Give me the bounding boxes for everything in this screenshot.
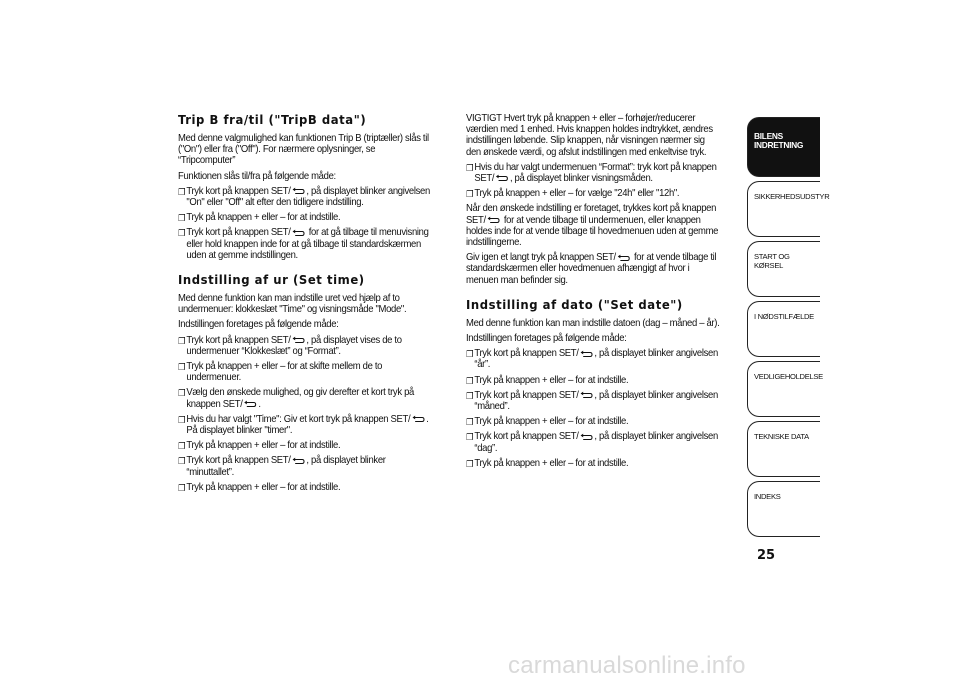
return-arrow-icon [580, 391, 594, 399]
return-arrow-icon [243, 400, 257, 408]
bullet-icon: ❐ [466, 432, 474, 443]
tab-vedligeholdelse[interactable] [747, 361, 823, 417]
bullet-icon: ❐ [178, 335, 186, 346]
list-item [466, 431, 722, 453]
list-item [178, 440, 434, 451]
list-item-text: , på displayet vises de to undermenuer “Klokkeslæt” og “Format”. [186, 334, 402, 357]
list-item [178, 361, 434, 383]
tab-tekniske-data[interactable] [747, 421, 820, 477]
tab-label: START OG KØRSEL [754, 252, 790, 270]
return-arrow-icon [292, 457, 306, 465]
list-item-text: Tryk på knappen + eller – for at skifte mellem de to undermenuer. [186, 361, 383, 384]
bullet-icon: ❐ [178, 482, 186, 493]
list-item-text: Tryk på knappen + eller – for at indstille. [186, 440, 341, 452]
list-item [178, 186, 434, 208]
list-item-text: Tryk kort på knappen SET/ [474, 431, 579, 443]
paragraph [466, 203, 722, 248]
paragraph: Med denne funktion kan man indstille uret ved hjælp af to undermenuer: klokkeslæt "Time" og visningsmåde "Mode". [178, 293, 407, 316]
return-arrow-icon [487, 216, 501, 224]
bullet-icon: ❐ [178, 186, 186, 197]
return-arrow-icon [292, 229, 306, 237]
list-item-text: , på displayet blinker “minuttallet”. [186, 455, 386, 478]
tab-indeks[interactable] [747, 481, 820, 537]
bullet-icon: ❐ [178, 388, 186, 399]
list-item [178, 335, 434, 357]
paragraph-text: for at vende tilbage til undermenuen, eller knappen holdes inde for at vende tilbage til hovedmenuen uden at gemme indstillingerne. [466, 214, 719, 249]
bullet-icon: ❐ [178, 414, 186, 425]
list-item-text: Tryk på knappen + eller – for vælge "24h" eller "12h". [474, 188, 680, 200]
return-arrow-icon [411, 415, 425, 423]
list-item-text: for at gå tilbage til menuvisning eller hold knappen inde for at gå tilbage til standardskærmen uden at gemme indstillingen. [186, 227, 429, 261]
list-item-text: Tryk kort på knappen SET/ [186, 455, 291, 467]
list-item [466, 162, 722, 184]
bullet-icon: ❐ [178, 213, 186, 224]
tab-bilens-indretning[interactable] [747, 117, 820, 177]
list-item [466, 458, 722, 469]
list-item-text: Hvis du har valgt "Time": Giv et kort tryk på knappen SET/ [186, 413, 411, 425]
bullet-icon: ❐ [466, 375, 474, 386]
tab-label: SIKKERHEDSUDSTYR [754, 192, 830, 201]
page-number: 25 [757, 548, 776, 563]
tab-start-og-korsel[interactable] [747, 241, 820, 297]
paragraph-text: Giv igen et langt tryk på knappen SET/ [466, 252, 616, 264]
paragraph: Indstillingen foretages på følgende måde: [178, 319, 339, 331]
list-item [178, 212, 434, 223]
list-item-text: . På displayet blinker "timer". [186, 413, 429, 437]
paragraph: Funktionen slås til/fra på følgende måde: [178, 170, 336, 182]
watermark: carmanualsonline.info [508, 652, 746, 679]
bullet-icon: ❐ [466, 458, 474, 469]
list-item [466, 416, 722, 427]
return-arrow-icon [495, 174, 509, 182]
list-item [178, 414, 434, 436]
paragraph-text: Når den ønskede indstilling er foretaget, trykkes kort på knappen SET/ [466, 203, 717, 226]
return-arrow-icon [617, 254, 631, 262]
return-arrow-icon [580, 433, 594, 441]
bullet-icon: ❐ [466, 162, 474, 173]
paragraph-important: VIGTIGT Hvert tryk på knappen + eller – forhøjer/reducerer værdien med 1 enhed. Hvis knappen holdes indtrykket, ændres indstillingen løbende. Slip knappen, når visningen nærmer sig den ønskede værdi, og afslut indstillingen med enkeltvise tryk. [466, 113, 713, 158]
list-item-text: , på displayet blinker visningsmåden. [509, 173, 653, 185]
paragraph: Med denne funktion kan man indstille datoen (dag – måned – år). [466, 317, 720, 329]
bullet-icon: ❐ [466, 417, 474, 428]
list-item-text: , på displayet blinker angivelsen “måned”. [474, 389, 718, 413]
tab-label: I NØDSTILFÆLDE [754, 312, 814, 321]
list-item [466, 375, 722, 386]
section-heading-tripb: Trip B fra/til ("TripB data") [178, 112, 367, 127]
bullet-icon: ❐ [466, 349, 474, 360]
list-item [178, 387, 434, 409]
list-item [466, 390, 722, 412]
paragraph: Med denne valgmulighed kan funktionen Trip B (triptæller) slås til ("On") eller fra ("Off"). For nærmere oplysninger, se “Tripcomputer” [178, 133, 429, 167]
list-item [178, 455, 434, 477]
left-column [178, 113, 434, 497]
list-item-text: Tryk på knappen + eller – for at indstille. [186, 481, 341, 493]
list-item-text: Tryk kort på knappen SET/ [186, 334, 291, 346]
tab-label: TEKNISKE DATA [754, 432, 809, 441]
return-arrow-icon [580, 350, 594, 358]
bullet-icon: ❐ [466, 390, 474, 401]
list-item-text: Tryk kort på knappen SET/ [186, 185, 291, 197]
paragraph [466, 252, 722, 286]
list-item-text: Tryk kort på knappen SET/ [474, 348, 579, 360]
list-item-text: Tryk kort på knappen SET/ [186, 227, 291, 239]
list-item-text: Vælg den ønskede mulighed, og giv derefter et kort tryk på knappen SET/ [186, 387, 414, 410]
return-arrow-icon [292, 336, 306, 344]
list-item-text: , på displayet blinker angivelsen "On" eller "Off" alt efter den tidligere indstilling. [186, 185, 430, 209]
list-item [178, 482, 434, 493]
return-arrow-icon [292, 187, 306, 195]
bullet-icon: ❐ [178, 228, 186, 239]
list-item [178, 227, 434, 261]
tab-sikkerhedsudstyr[interactable] [747, 181, 830, 237]
chapter-tabs [747, 117, 830, 541]
bullet-icon: ❐ [178, 441, 186, 452]
list-item [466, 348, 722, 370]
list-item-text: Tryk kort på knappen SET/ [474, 389, 579, 401]
tab-label: BILENS INDRETNING [754, 131, 804, 150]
bullet-icon: ❐ [178, 362, 186, 373]
bullet-icon: ❐ [178, 456, 186, 467]
paragraph: Indstillingen foretages på følgende måde: [466, 333, 627, 345]
tab-label: VEDLIGEHOLDELSE [754, 372, 823, 381]
list-item-text: , på displayet blinker angivelsen “dag”. [474, 431, 718, 454]
list-item-text: . [258, 398, 261, 410]
list-item [466, 188, 722, 199]
list-item-text: Hvis du har valgt undermenuen “Format”: tryk kort på knappen SET/ [474, 161, 717, 185]
list-item-text: Tryk på knappen + eller – for at indstille. [186, 212, 341, 224]
section-heading-set-date: Indstilling af dato ("Set date") [466, 296, 683, 312]
right-column [466, 113, 722, 473]
tab-i-nodstilfaelde[interactable] [747, 301, 820, 357]
list-item-text: Tryk på knappen + eller – for at indstille. [474, 457, 629, 469]
list-item-text: Tryk på knappen + eller – for at indstille. [474, 374, 629, 386]
list-item-text: Tryk på knappen + eller – for at indstille. [474, 416, 629, 428]
bullet-icon: ❐ [466, 189, 474, 200]
paragraph-text: for at vende tilbage til standardskærmen eller hovedmenuen afhængigt af hvor i menuen man befinder sig. [466, 252, 717, 286]
tab-label: INDEKS [754, 492, 781, 501]
list-item-text: , på displayet blinker angivelsen “år”. [474, 348, 718, 371]
section-heading-set-time: Indstilling af ur (Set time) [178, 272, 365, 288]
